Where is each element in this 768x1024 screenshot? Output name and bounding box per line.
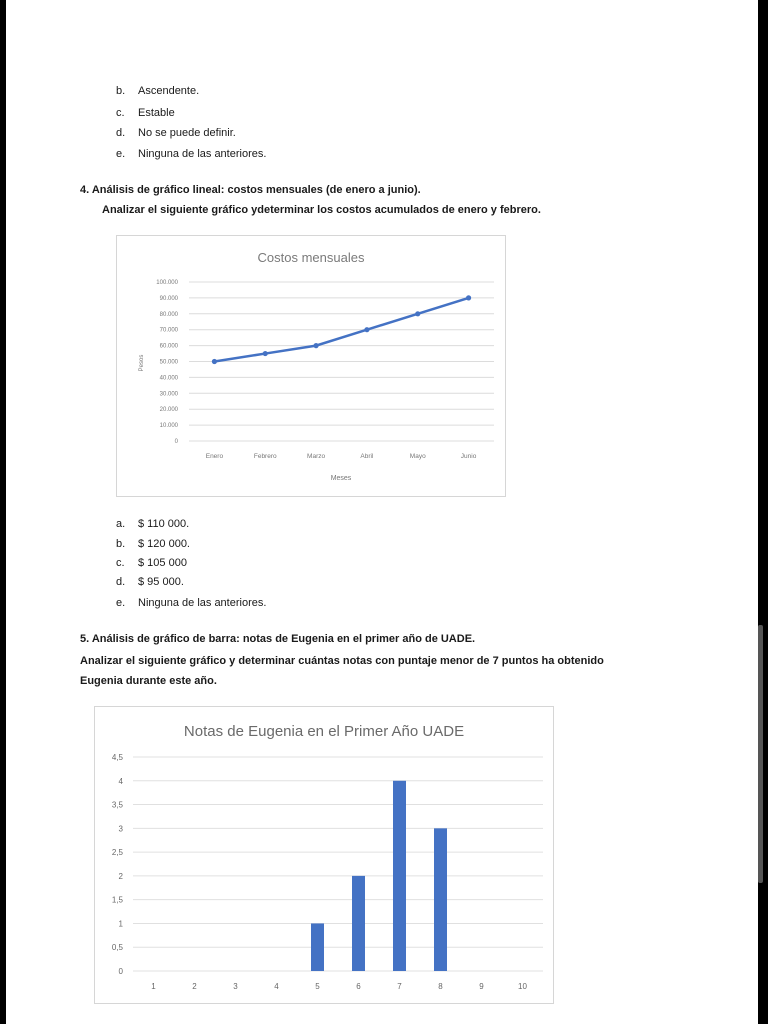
y-tick-label: 100.000	[156, 280, 178, 286]
data-point	[364, 327, 369, 332]
q5-instruction-line2: Eugenia durante este año.	[80, 675, 217, 687]
y-tick-label: 70.000	[159, 327, 178, 334]
option-letter: e.	[116, 148, 126, 160]
y-tick-label: 90.000	[159, 295, 178, 302]
q4-heading: 4. Análisis de gráfico lineal: costos mensuales (de enero a junio).	[80, 184, 421, 196]
option-letter: e.	[116, 597, 126, 609]
option-text: $ 95 000.	[138, 576, 184, 588]
bar	[311, 923, 324, 971]
x-tick-label: 2	[192, 982, 197, 991]
option-letter: b.	[116, 538, 126, 550]
y-tick-label: 2	[118, 871, 123, 881]
y-tick-label: 0	[118, 967, 123, 976]
x-axis-label: Meses	[330, 475, 352, 482]
option-text: Ninguna de las anteriores.	[138, 148, 267, 160]
data-point	[466, 295, 471, 300]
x-tick-labels	[151, 982, 527, 991]
y-tick-label: 3	[118, 824, 123, 834]
y-tick-label: 0	[174, 439, 178, 445]
x-tick-label: 7	[397, 982, 402, 991]
y-tick-label: 4,5	[111, 753, 123, 762]
chart-title: Notas de Eugenia en el Primer Año UADE	[183, 723, 465, 740]
option-letter: a.	[116, 518, 126, 530]
y-tick-label: 10.000	[159, 423, 178, 430]
x-tick-label: 4	[274, 982, 279, 991]
q5-instruction-line1: Analizar el siguiente gráfico y determinar cuántas notas con puntaje menor de 7 puntos ha obtenido	[80, 655, 604, 667]
x-tick-label: 6	[356, 982, 361, 991]
y-tick-label: 3,5	[111, 800, 123, 810]
y-tick-label: 2,5	[111, 848, 123, 858]
bar	[434, 828, 447, 971]
x-tick-label: Enero	[205, 453, 224, 460]
x-tick-label: 10	[518, 982, 527, 991]
data-point	[263, 351, 268, 356]
bar	[352, 876, 365, 971]
option-letter: d.	[116, 576, 126, 588]
y-tick-label: 30.000	[159, 391, 178, 398]
x-tick-label: 9	[479, 982, 484, 991]
q5-heading: 5. Análisis de gráfico de barra: notas de Eugenia en el primer año de UADE.	[80, 633, 476, 645]
x-tick-label: Abril	[360, 453, 374, 460]
x-tick-label: 8	[438, 982, 443, 991]
y-tick-labels	[112, 753, 124, 976]
data-point	[212, 359, 217, 364]
option-text: No se puede definir.	[138, 127, 236, 139]
line-chart	[117, 236, 505, 496]
chart-title: Costos mensuales	[257, 250, 365, 265]
gridlines	[133, 757, 543, 971]
document-page	[6, 0, 758, 1024]
line-chart-container	[116, 235, 506, 497]
q4-instruction: Analizar el siguiente gráfico ydeterminar los costos acumulados de enero y febrero.	[102, 204, 541, 216]
y-tick-label: 4	[118, 776, 123, 786]
x-tick-label: Febrero	[253, 453, 277, 460]
y-tick-labels	[156, 280, 178, 445]
y-tick-label: 80.000	[159, 311, 178, 318]
option-letter: d.	[116, 127, 126, 139]
x-tick-label: 5	[315, 982, 320, 991]
option-text: $ 110 000.	[138, 518, 190, 530]
gridlines	[189, 282, 494, 441]
y-tick-label: 50.000	[159, 359, 178, 366]
data-point	[313, 343, 318, 348]
y-tick-label: 1,5	[111, 895, 123, 905]
option-letter: b.	[116, 85, 126, 97]
y-tick-label: 40.000	[159, 375, 178, 382]
data-point	[415, 311, 420, 316]
y-tick-label: 60.000	[159, 343, 178, 350]
y-tick-label: 20.000	[159, 407, 178, 414]
option-text: Ninguna de las anteriores.	[138, 597, 267, 609]
option-letter: c.	[116, 107, 125, 119]
x-tick-label: 3	[233, 982, 238, 991]
bar-chart	[95, 707, 553, 1003]
scrollbar-thumb[interactable]	[758, 625, 763, 883]
option-letter: c.	[116, 557, 125, 569]
option-text: $ 120 000.	[138, 538, 190, 550]
y-tick-label: 1	[118, 919, 123, 929]
x-tick-label: Marzo	[307, 453, 326, 460]
bar	[393, 781, 406, 971]
x-tick-label: Junio	[460, 453, 477, 460]
bar-chart-container	[94, 706, 554, 1004]
x-tick-label: Mayo	[409, 453, 426, 460]
y-axis-label: Pesos	[139, 354, 145, 372]
option-text: $ 105 000	[138, 557, 187, 569]
option-text: Estable	[138, 107, 175, 119]
x-tick-labels	[206, 453, 477, 460]
option-text: Ascendente.	[138, 85, 200, 97]
x-tick-label: 1	[151, 982, 156, 991]
y-tick-label: 0,5	[111, 943, 123, 953]
